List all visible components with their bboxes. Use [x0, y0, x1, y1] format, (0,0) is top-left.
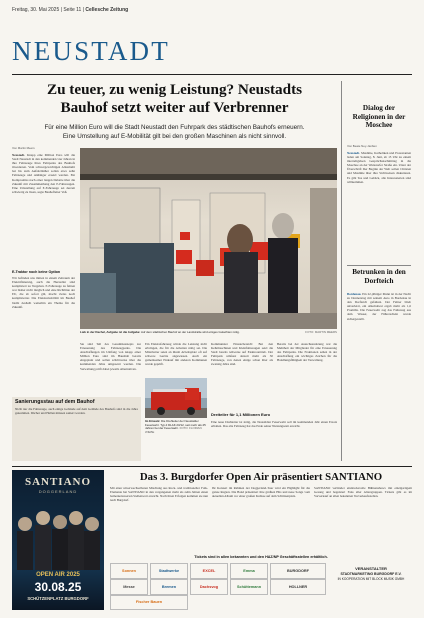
sidebar-text-dorfteich — [347, 292, 411, 461]
ad-top-rule — [12, 466, 412, 467]
band-photo — [12, 498, 104, 570]
info-box-title: Sanierungsstau auf dem Bauhof — [15, 399, 95, 405]
sponsor-logo: Emma — [230, 563, 268, 579]
masthead-rule — [12, 74, 412, 75]
poster-venue: SCHÜTZENPLATZ BURGDORF — [27, 596, 89, 601]
lead-subheadline — [12, 124, 337, 141]
sponsor-logo: Bremen — [150, 579, 188, 595]
sponsor-logo: Stadtwerke — [150, 563, 188, 579]
lead-byline: Von Martin Meers — [12, 146, 35, 150]
fire-truck-caption-lead: Im Einsatz: — [145, 419, 161, 423]
sidebar-text-moschee — [347, 151, 411, 263]
fire-truck-caption — [145, 420, 207, 435]
sidebar-divider — [341, 81, 342, 461]
issue-date: Freitag, 30. Mai 2025 | Seite 11 | — [12, 7, 84, 13]
crosshead-etraktor: E-Traktor noch keine Option — [12, 270, 61, 274]
ad-text-1: Mit einer unverwechselbaren Mischung aus Rock- und traditioneller Folk-Elemente hat SANTIANO in den vergangenen mehr als zehn Jahren einen bemerkenswerten Stellenwert erreicht. Nach ihren Erfolgen kommen sie nun nach Burgdorf. — [110, 486, 208, 503]
poster-logo: SANTIANO — [24, 476, 92, 488]
ad-organizer — [330, 566, 412, 582]
info-box-text: Nicht nur die Fahrzeuge, auch einige Gebäude auf dem Gelände des Bauhofs sind in die Jahre gekommen. Dächer und Hallen müssen saniert werden. — [15, 407, 138, 416]
sponsor-logo: EXCEL — [190, 563, 228, 579]
sponsor-logo: BURGDORF — [270, 563, 326, 579]
section-title: NEUSTADT — [12, 36, 170, 66]
sidebar-body-moschee: Muslime, Katholiken und Protestanten laden am Sonntag, 8. Juni, ab 15 Uhr zu einem interreligiösen Gesprächsnachmittag in die Moschee an der Wunstorfer Straße ein. Unter der Überschrift Der Beginn der Welt sollen Christen und Muslime über ihre Sichtweisen diskutieren. Es gibt Tee und Gebäck, alle Interessierten sind willkommen. — [347, 151, 411, 184]
organizer-title: VERANSTALTER — [355, 566, 387, 571]
photo-caption-lead: Lieb in der Dachel, Aufgabe ist die Aufgabe: — [80, 330, 141, 334]
santiano-poster — [12, 470, 104, 610]
photo-credit: FOTO: MARTIN MEERS — [305, 330, 337, 334]
ad-text-3: SANTIANO verbindet eindrucksvolle Bühnenshows mit einzigartigem Gesang und begeistert Fans aller Altersgruppen. Tickets gibt es im Vorverkauf an allen bekannten Vorverkaufsstellen. — [314, 486, 412, 499]
sidebar-body-dorfteich: Ein 22-jähriger Mann ist in der Nacht zu Donnerstag mit seinem Auto in Bordenau in den Dorfteich gefahren. Der Fahrer blieb unverletzt, ein Alkoholtest ergab mehr als 1,6 Promille. Die Feuerwehr zog das Fahrzeug aus dem Wasser, der Führerschein wurde sichergestellt. — [347, 292, 411, 321]
lead-column-2: Sie sind Teil des Gesamtkonzepts zur Erneuerung des Fahrzeugparks. Die Anschaffungen im Umfang von knapp einer Million Euro sind im Haushalt bereits eingeplant und sollen schrittweise über die kommenden Jahre umgesetzt werden. Die Verwaltung prüft dabei jeweils Alternativen. — [80, 342, 141, 371]
organizer-partner: IN KOOPERATION MIT BLOCK MUSIK GMBH — [337, 577, 405, 581]
sponsor-logo: Fischer Bauen — [110, 595, 188, 610]
lead-intro-kicker: Neustadt. — [12, 153, 26, 157]
lead-intro — [12, 153, 75, 266]
sponsor-logo: HOLLNER — [270, 579, 326, 595]
lead-intro-text: Knapp eine Million Euro will die Stadt Neustadt in den kommenden vier Jahren in ihre Fahrzeuge ihres Fuhrparks des Bauhofs investieren. Vom schwergewichtigen Allesmulti bei bis zum Aufsitzmäher sollen etwa zehn Fahrzeuge und Anhänger ersetzt werden. Ein Kompromiss nach einer langen Debatte über die Zukunft mit Zusammenhang den E-Fahrzeugen. Eine Umstellung auf E-Fahrzeuge sei derzeit schwierig zu lösen, sagte Bauhofleiter Voß. — [12, 153, 75, 194]
sidebar-headline-dorfteich: Betrunken in den Dorfteich — [352, 268, 406, 285]
sponsor-logo: Sonnen — [110, 563, 148, 579]
info-box — [12, 397, 141, 461]
sidebar-headline-moschee: Dialog der Religionen in der Moschee — [352, 104, 406, 130]
ad-headline: Das 3. Burgdorfer Open Air präsentiert SANTIANO — [139, 471, 383, 483]
ad-text-2: Ihr Konzert im Rahmen der Doggerland-Tour wird ein Highlight für die ganze Region. Die Band präsentiert ihre größten Hits und neue Songs vom aktuellen Album vor einer großen Kulisse auf dem Schützenplatz. — [212, 486, 310, 499]
lead-column-3: Ein Elektrofahrzeug würde die Leistung nicht erbringen, die für die Arbeiten nötig sei. Die Mitarbeiter seien an ihrem Arbeitsplatz oft auf schwere Geräte angewiesen. Auch ein gemeinsamer Einkauf mit anderen Kommunen wurde geprüft. — [145, 342, 207, 367]
dateline — [12, 7, 128, 13]
lead-headline-line-2: Bauhof setzt weiter auf Verbrenner — [60, 99, 289, 116]
photo-caption — [80, 331, 337, 335]
sponsor-logo: Schüttemann — [230, 579, 268, 595]
sponsor-logos — [110, 563, 326, 609]
sponsor-logo: Messe — [110, 579, 148, 595]
lead-body-1: Wir befinden uns mitten in einem Zeitraum der Elektrifizierung, auch die Hersteller sind kompliziert zu Vergeben. E-Fahrzeuge zu fahren war bisher nicht möglich und eine Richtlinie der EU, die ab sofort gilt, macht vieles noch komplizierter. Die Elektromobilität im Bauhof bleibt deshalb weiterhin ein Thema für die Zukunft. — [12, 276, 75, 309]
bauhof-photo-illustration — [80, 148, 337, 329]
fire-truck-illustration — [145, 378, 207, 418]
sidebar-kicker-dorfteich: Bordenau. — [347, 292, 362, 296]
poster-event: OPEN AIR 2025 — [36, 572, 80, 578]
lead-headline-line-1: Zu teuer, zu wenig Leistung? Neustadts — [46, 81, 303, 98]
fire-truck-caption-text: Die Drehleiter der Neustädter Feuerwehr. Typ d DLAK 23/12, seit mehr als 25 Jahren bei der Feuerwehr. — [145, 419, 206, 431]
fire-truck-photo — [145, 378, 207, 418]
bauhof-photo — [80, 148, 337, 329]
lead-column-4: Kommunaler Einsatzbereich: Bei den Kehrmaschinen und Kleinfahrzeugen setzt die Stadt bereits teilweise auf Elektroantrieb. Der Fuhrpark umfasst derzeit mehr als 30 Fahrzeuge, von denen einige schon älter als zwanzig Jahre sind. — [211, 342, 273, 367]
ad-ticket-line: Tickets sind in allen bekannten und den HAZ/NP Geschäftsstellen erhältlich. — [194, 555, 328, 559]
lead-column-5: Bereits bei der Ausschusssitzung war die Mehrheit der Mitglieder für eine Erneuerung des Fuhrparks. Die Fraktionen sehen in der Anschaffung ein wichtiges Zeichen für die Handlungsfähigkeit der Verwaltung. — [277, 342, 337, 363]
fire-truck-credit: FOTO: FLORIAN WIEBE — [145, 426, 202, 435]
sidebar-kicker-moschee: Neustadt. — [347, 151, 361, 155]
organizer-name: STADTMARKETING BURGDORF E.V. — [340, 572, 402, 576]
lead-subheadline-line-2: Eine Umstellung auf E-Mobilität gilt bei den großen Maschinen als nicht sinnvoll. — [62, 132, 287, 140]
sidebar-separator — [347, 265, 411, 266]
lead-subheadline-line-1: Für eine Million Euro will die Stadt Neustadt den Fuhrpark des städtischen Bauhofs erneuern. — [44, 124, 305, 131]
sidebar-byline: Von Beate Ney-Janßen — [347, 144, 377, 148]
sponsor-logo: Dachsvog — [190, 579, 228, 595]
drehleiter-text: Eine neue Drehleiter ist nötig, die Neustädter Feuerwehr soll im kommenden Jahr einen Ersatz erhalten. Das alte Fahrzeug hat das Ende seiner Nutzungszeit erreicht. — [211, 420, 337, 429]
photo-caption-text: Auf dem städtischen Bauhof an der Landstraße wird einiges Gutachten nötig. — [141, 330, 240, 334]
lead-headline — [12, 81, 337, 117]
poster-tour: DOGGERLAND — [38, 489, 78, 494]
poster-date: 30.08.25 — [34, 580, 82, 594]
paper-name: Cellesche Zeitung — [85, 7, 129, 13]
crosshead-drehleiter: Dreiteiler für 1,1 Millionen Euro — [211, 412, 271, 417]
